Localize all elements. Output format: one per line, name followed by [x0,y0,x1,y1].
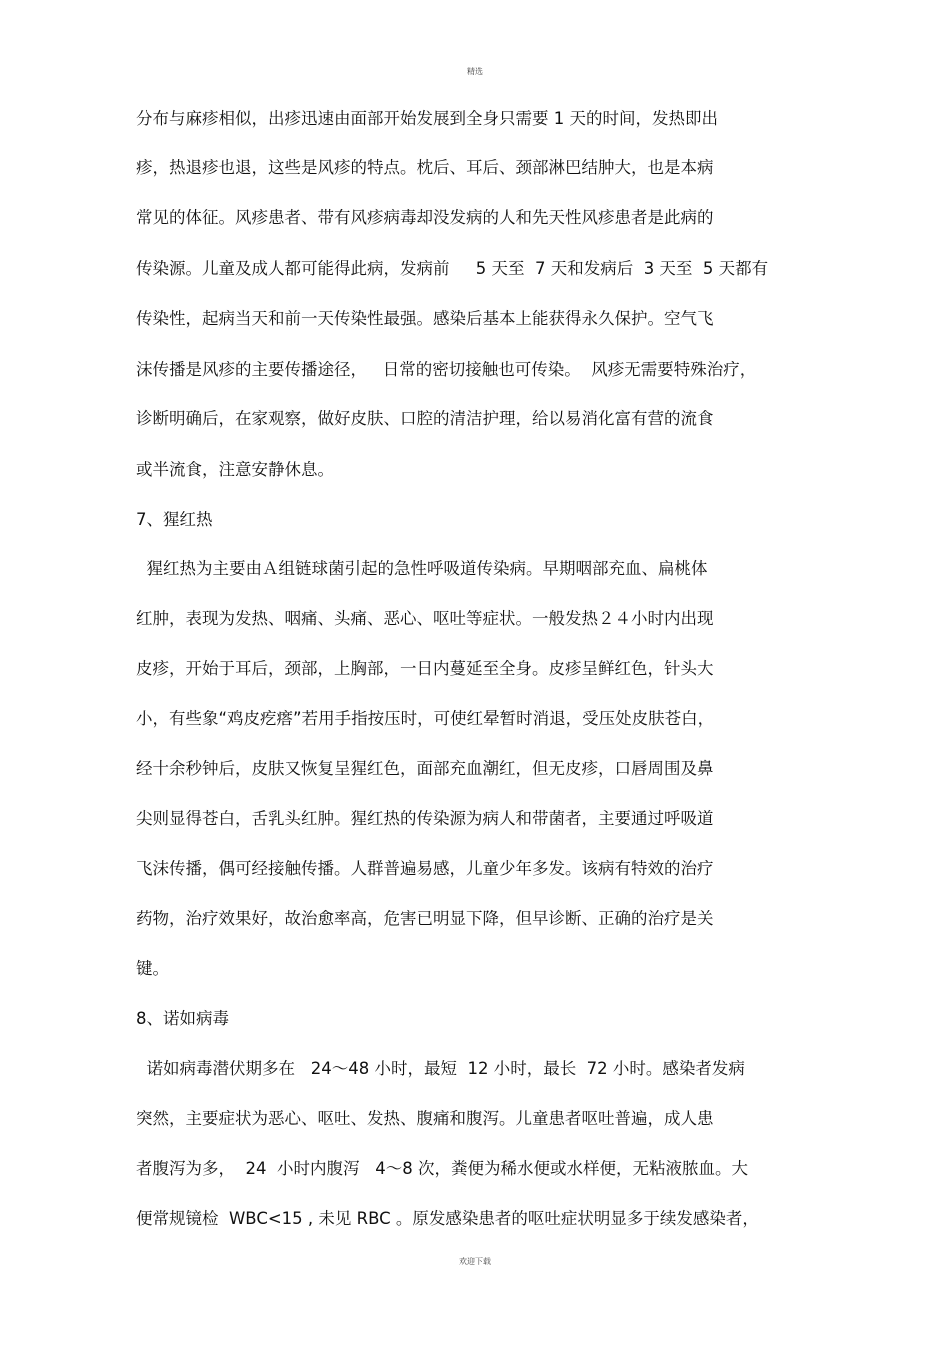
text-line: 突然，主要症状为恶心、呕吐、发热、腹痛和腹泻。儿童患者呕吐普遍，成人患 [136,1109,714,1128]
section-heading: 7、猩红热 [136,510,213,529]
text-line: 红肿，表现为发热、咽痛、头痛、恶心、呕吐等症状。一般发热２４小时内出现 [136,609,714,628]
text-line: 便常规镜检 WBC<15 , 未见 RBC 。原发感染患者的呕吐症状明显多于续发感染者， [136,1209,759,1228]
text-line: 疹，热退疹也退，这些是风疹的特点。枕后、耳后、颈部淋巴结肿大，也是本病 [136,158,714,177]
text-line: 传染源。儿童及成人都可能得此病，发病前 5 天至 7 天和发病后 3 天至 5 天都有 [136,259,769,278]
section-heading: 8、诺如病毒 [136,1009,229,1028]
page-header: 精选 [467,67,483,76]
page-footer: 欢迎下载 [459,1257,491,1266]
text-line: 或半流食，注意安静休息。 [136,460,334,479]
text-line: 药物，治疗效果好，故治愈率高，危害已明显下降，但早诊断、正确的治疗是关 [136,909,714,928]
text-line: 皮疹，开始于耳后，颈部，上胸部，一日内蔓延至全身。皮疹呈鲜红色，针头大 [136,659,714,678]
text-line: 小，有些象“鸡皮疙瘩”若用手指按压时，可使红晕暂时消退，受压处皮肤苍白， [136,709,715,728]
text-line: 诺如病毒潜伏期多在 24～48 小时，最短 12 小时，最长 72 小时。感染者发病 [136,1059,745,1078]
text-line: 沫传播是风疹的主要传播途径， 日常的密切接触也可传染。 风疹无需要特殊治疗， [136,360,757,379]
text-line: 键。 [136,959,169,978]
text-line: 传染性，起病当天和前一天传染性最强。感染后基本上能获得永久保护。空气飞 [136,309,714,328]
text-line: 者腹泻为多， 24 小时内腹泻 4～8 次，粪便为稀水便或水样便，无粘液脓血。大 [136,1159,748,1178]
text-line: 诊断明确后，在家观察，做好皮肤、口腔的清洁护理，给以易消化富有营的流食 [136,409,714,428]
text-line: 分布与麻疹相似，出疹迅速由面部开始发展到全身只需要 1 天的时间，发热即出 [136,109,718,128]
text-line: 尖则显得苍白，舌乳头红肿。猩红热的传染源为病人和带菌者，主要通过呼吸道 [136,809,714,828]
text-line: 猩红热为主要由Ａ组链球菌引起的急性呼吸道传染病。早期咽部充血、扁桃体 [136,559,708,578]
text-line: 经十余秒钟后，皮肤又恢复呈猩红色，面部充血潮红，但无皮疹，口唇周围及鼻 [136,759,714,778]
text-line: 常见的体征。风疹患者、带有风疹病毒却没发病的人和先天性风疹患者是此病的 [136,208,714,227]
text-line: 飞沫传播，偶可经接触传播。人群普遍易感，儿童少年多发。该病有特效的治疗 [136,859,714,878]
